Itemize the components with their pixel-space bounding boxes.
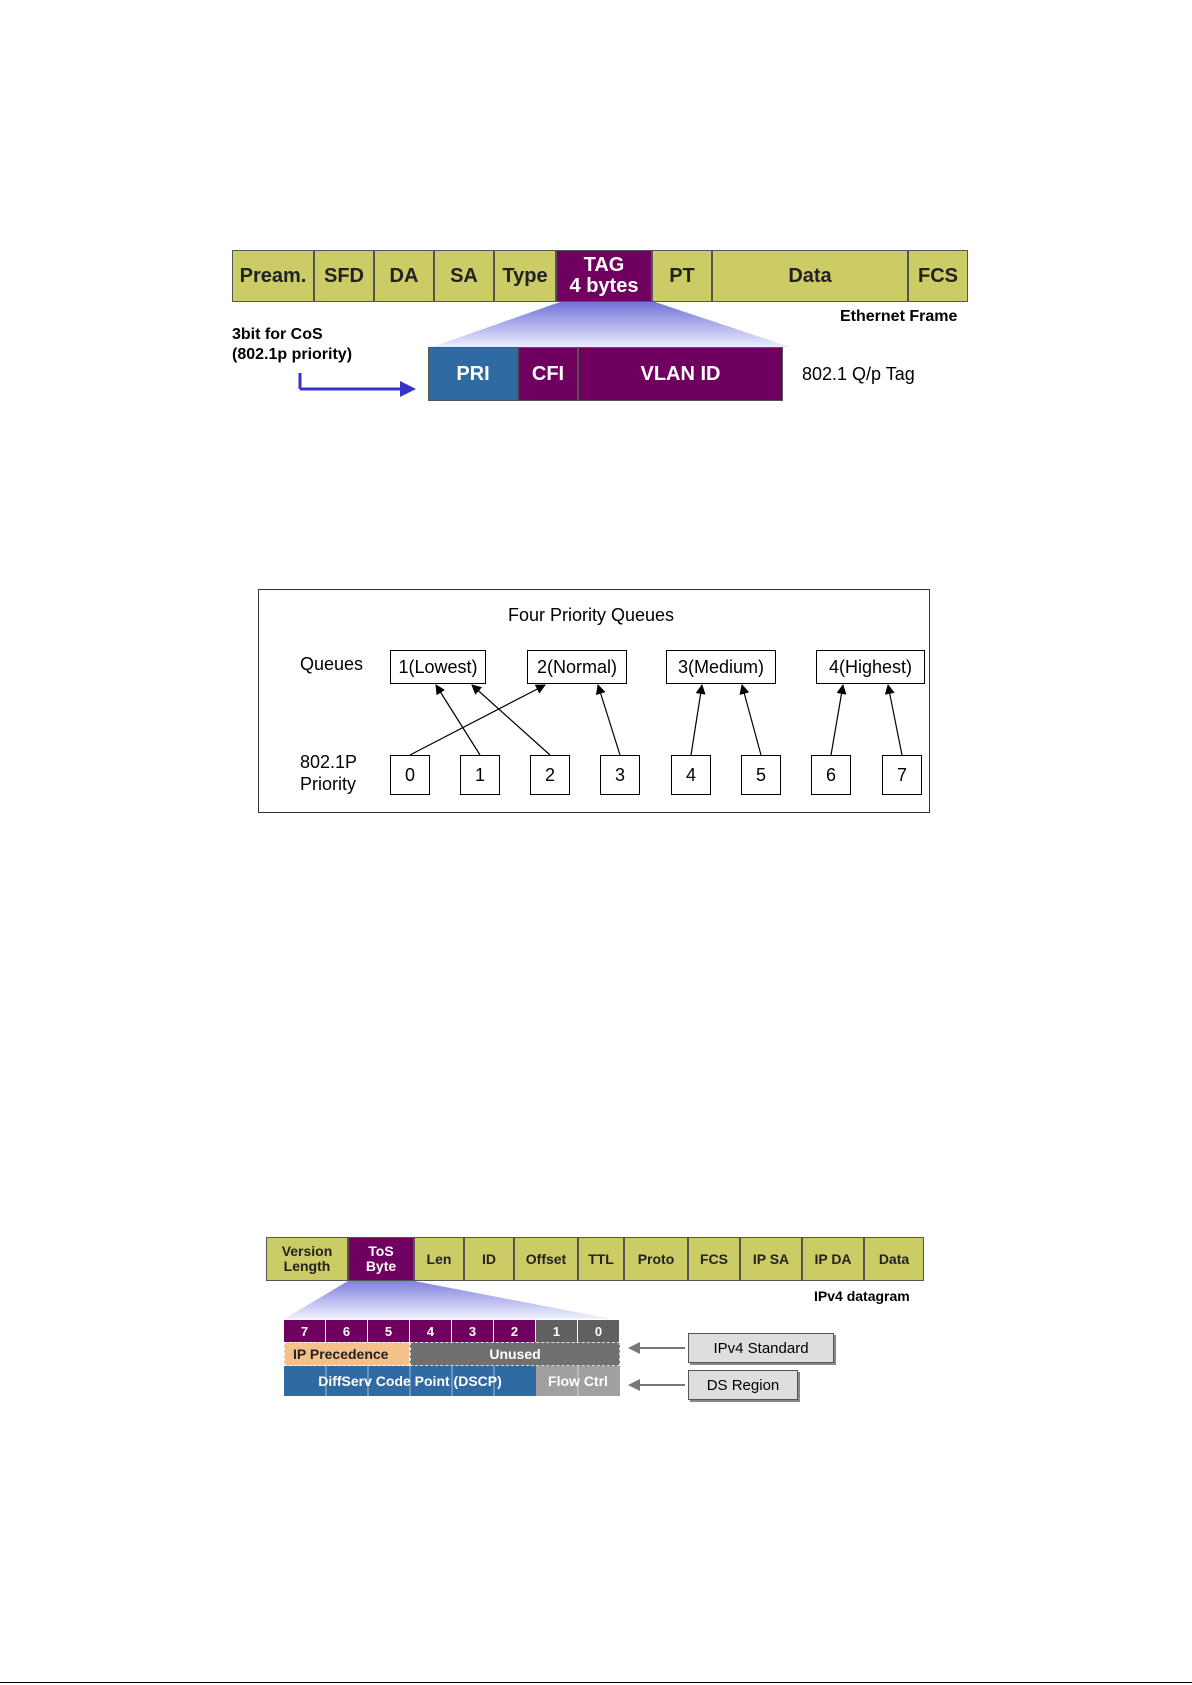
- ipv4-datagram-caption: IPv4 datagram: [814, 1288, 910, 1304]
- frame-field-sfd: SFD: [314, 250, 374, 302]
- frame-field-tag: TAG 4 bytes: [556, 250, 652, 302]
- frame-field-da: DA: [374, 250, 434, 302]
- unused-cell: Unused: [410, 1342, 620, 1366]
- flow-ctrl-cell: Flow Ctrl: [536, 1366, 620, 1396]
- ip-field-len: Len: [414, 1237, 464, 1281]
- ip-precedence-cell: IP Precedence: [284, 1342, 410, 1366]
- tos-bit-0: 0: [578, 1320, 620, 1342]
- priority-label-line1: 802.1P: [300, 752, 358, 772]
- frame-field-fcs: FCS: [908, 250, 968, 302]
- ipv4-standard-callout: IPv4 Standard: [688, 1333, 834, 1363]
- arrow-p2-to-q1: [472, 685, 550, 755]
- arrow-p3-to-q2: [598, 685, 620, 755]
- queue-box-lowest: 1(Lowest): [390, 650, 486, 684]
- arrow-p6-to-q4: [831, 685, 843, 755]
- queues-label: Queues: [300, 654, 364, 674]
- arrow-p0-to-q2: [410, 685, 545, 755]
- priority-box-2: 2: [530, 755, 570, 795]
- frame-field-type: Type: [494, 250, 556, 302]
- tos-bit-2: 2: [494, 1320, 536, 1342]
- priority-box-7: 7: [882, 755, 922, 795]
- tos-bit-5: 5: [368, 1320, 410, 1342]
- queue-box-medium: 3(Medium): [666, 650, 776, 684]
- tos-bit-1: 1: [536, 1320, 578, 1342]
- arrow-p7-to-q4: [888, 685, 902, 755]
- dscp-cell: DiffServ Code Point (DSCP): [284, 1366, 536, 1396]
- cos-note-line2: (802.1p priority): [232, 346, 353, 363]
- queue-box-highest: 4(Highest): [816, 650, 925, 684]
- tag-field-pri: PRI: [428, 347, 518, 401]
- arrow-p1-to-q1: [436, 685, 480, 755]
- tos-bit-6: 6: [326, 1320, 368, 1342]
- priority-box-6: 6: [811, 755, 851, 795]
- ip-field-tos-byte: ToS Byte: [348, 1237, 414, 1281]
- tos-bit-4: 4: [410, 1320, 452, 1342]
- tag-field-cfi: CFI: [518, 347, 578, 401]
- arrow-p5-to-q3: [742, 685, 761, 755]
- queue-box-normal: 2(Normal): [527, 650, 627, 684]
- ethernet-frame-caption: Ethernet Frame: [840, 308, 958, 325]
- frame-field-data: Data: [712, 250, 908, 302]
- ip-field-proto: Proto: [624, 1237, 688, 1281]
- frame-field-preamble: Pream.: [232, 250, 314, 302]
- cos-note-line1: 3bit for CoS: [232, 326, 323, 343]
- ip-field-ttl: TTL: [578, 1237, 624, 1281]
- arrow-p4-to-q3: [691, 685, 702, 755]
- priority-box-0: 0: [390, 755, 430, 795]
- ip-field-ip-sa: IP SA: [740, 1237, 802, 1281]
- tos-bit-3: 3: [452, 1320, 494, 1342]
- dscp-bit-dividers: [284, 1366, 620, 1396]
- ip-field-ip-da: IP DA: [802, 1237, 864, 1281]
- tag-field-vlan-id: VLAN ID: [578, 347, 783, 401]
- ip-field-data: Data: [864, 1237, 924, 1281]
- ip-field-offset: Offset: [514, 1237, 578, 1281]
- priority-mapping-arrows: [0, 0, 1192, 840]
- tag-caption: 802.1 Q/p Tag: [802, 364, 915, 384]
- ds-region-callout: DS Region: [688, 1370, 798, 1400]
- ip-field-version-length: Version Length: [266, 1237, 348, 1281]
- priority-box-3: 3: [600, 755, 640, 795]
- priority-box-1: 1: [460, 755, 500, 795]
- priority-label-line2: Priority: [300, 774, 357, 794]
- priority-box-4: 4: [671, 755, 711, 795]
- tos-bit-7: 7: [284, 1320, 326, 1342]
- priority-box-5: 5: [741, 755, 781, 795]
- ip-field-fcs: FCS: [688, 1237, 740, 1281]
- ip-field-id: ID: [464, 1237, 514, 1281]
- frame-field-pt: PT: [652, 250, 712, 302]
- queues-title: Four Priority Queues: [508, 605, 675, 625]
- page-bottom-rule: [0, 1682, 1192, 1683]
- frame-field-sa: SA: [434, 250, 494, 302]
